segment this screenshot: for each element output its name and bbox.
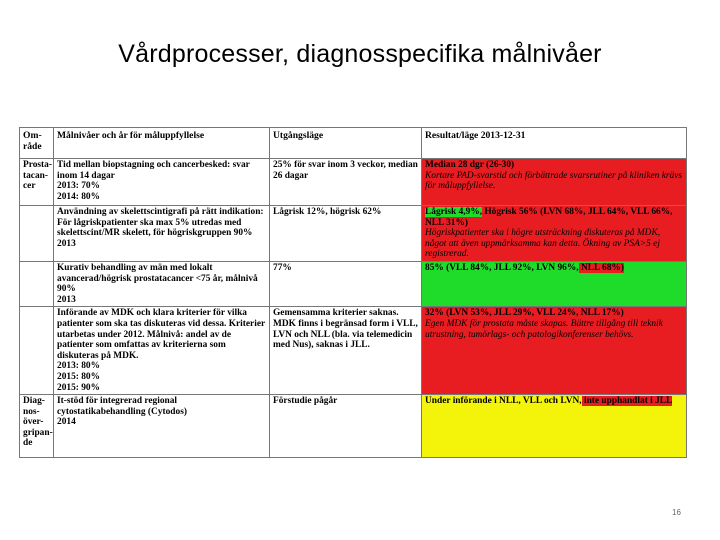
cell-omrade	[20, 261, 54, 306]
header-omrade: Om-råde	[20, 128, 54, 159]
cell-resultat: 32% (LVN 53%, JLL 29%, VLL 24%, NLL 17%) Egen MDK för prostata måste skapas. Bättre tillgång till teknik utrustning, tumörlags- och patologikonferenser behövs.	[422, 307, 687, 395]
result-main: 85% (VLL 84%, JLL 92%, LVN 96%,	[425, 262, 579, 273]
header-utgangslage: Utgångsläge	[270, 128, 422, 159]
cell-resultat	[422, 261, 687, 306]
cell-malnivaer: Införande av MDK och klara kriterier för vilka patienter som ska tas diskuteras vid dessa. Kriterier utarbetas under 2012. Målnivå: andel av de patienter som omfattas av kriterierna som diskuteras på MDK. 2013: 80% 2015: 80% 2015: 90%	[54, 307, 270, 395]
header-resultat: Resultat/läge 2013-12-31	[422, 128, 687, 159]
result-jll: inte upphandlat i JLL	[581, 396, 673, 407]
slide-title: Vårdprocesser, diagnosspecifika målnivåer	[118, 40, 602, 68]
cell-resultat: Median 28 dgr (26-30) Kortare PAD-svarstid och förbättrade svarsrutiner på kliniken krävs för måluppfyllelse.	[422, 159, 687, 206]
cell-omrade	[20, 206, 54, 262]
result-note: Högriskpatienter ska i högre utsträckning diskuteras på MDK, något att även uppmärksamma kan detta. Ökning av PSA>5 ej registrerad.	[425, 228, 661, 260]
cell-resultat	[422, 206, 687, 262]
cell-utgangslage: Lågrisk 12%, högrisk 62%	[270, 206, 422, 262]
table-row	[20, 395, 687, 458]
cell-resultat	[422, 395, 687, 458]
cell-malnivaer: Användning av skelettscintigrafi på rätt indikation: För lågriskpatienter ska max 5% utredas med skelettscint/MR skelett, för högriskgruppen 90% 2013	[54, 206, 270, 262]
cell-omrade	[20, 307, 54, 395]
header-malnivaer: Målnivåer och år för måluppfyllelse	[54, 128, 270, 159]
result-highrisk: Högrisk 56% (LVN 68%, JLL 64%, VLL 66%, NLL 31%)	[425, 207, 673, 228]
cell-omrade: Prosta-tacan-cer	[20, 159, 54, 206]
table-row	[20, 206, 687, 262]
result-main: Under införande i NLL, VLL och LVN,	[425, 396, 582, 407]
cell-malnivaer: It-stöd för integrerad regional cytostatikabehandling (Cytodos) 2014	[54, 395, 270, 458]
cell-utgangslage: Förstudie pågår	[270, 395, 422, 458]
cell-utgangslage: Gemensamma kriterier saknas. MDK finns i begränsad form i VLL, LVN och NLL (bla. via telemedicin med Nus), saknas i JLL.	[270, 307, 422, 395]
result-lowrisk: Lågrisk 4,9%,	[425, 207, 483, 217]
cell-omrade: Diag-nos-över-gripan-de	[20, 395, 54, 458]
table-row	[20, 307, 687, 395]
table-row	[20, 159, 687, 206]
result-nll: NLL 68%)	[578, 262, 624, 273]
cell-malnivaer: Tid mellan biopstagning och cancerbesked: svar inom 14 dagar 2013: 70% 2014: 80%	[54, 159, 270, 206]
cell-malnivaer: Kurativ behandling av män med lokalt avancerad/högrisk prostatacancer <75 år, målnivå 90% 2013	[54, 261, 270, 306]
cell-utgangslage: 25% för svar inom 3 veckor, median 26 dagar	[270, 159, 422, 206]
goals-table	[19, 127, 687, 458]
cell-utgangslage: 77%	[270, 261, 422, 306]
table-row	[20, 261, 687, 306]
page-number: 16	[672, 508, 681, 517]
table-header-row	[20, 128, 687, 159]
